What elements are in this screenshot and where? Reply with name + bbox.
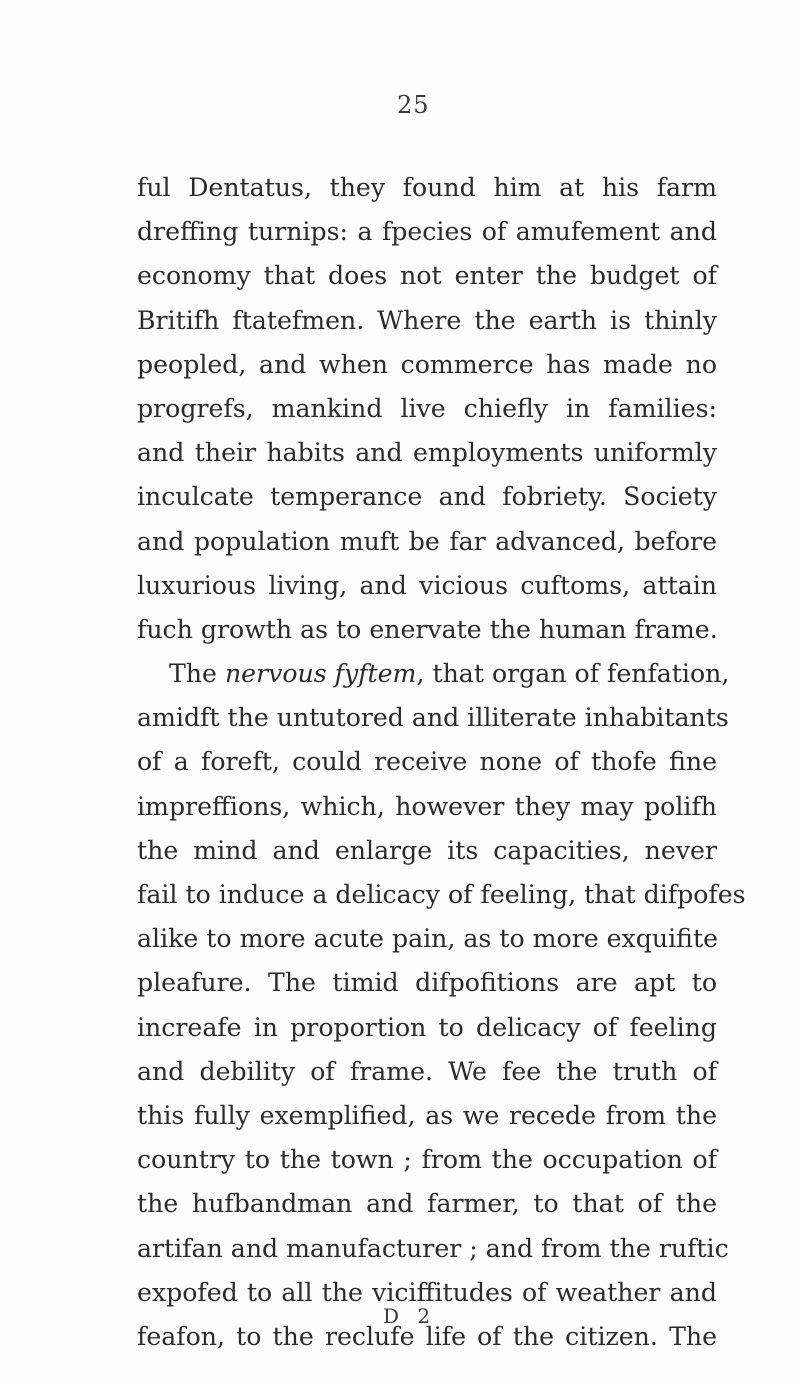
text-line: impreffions, which, however they may polifh [137, 791, 717, 821]
text-line: fuch growth as to enervate the human frame. [137, 614, 718, 644]
text-line: progrefs, mankind live chiefly in families: [137, 393, 717, 423]
text-line: and debility of frame. We fee the truth of [137, 1056, 717, 1086]
text-line: and population muft be far advanced, before [137, 526, 717, 556]
text-line: amidft the untutored and illiterate inhabitants [137, 703, 729, 733]
text-fragment: , that organ of fenfation, [416, 659, 730, 689]
text-line: expofed to all the viciffitudes of weather and [137, 1277, 717, 1307]
text-line: fail to induce a delicacy of feeling, that difpofes [137, 880, 746, 909]
text-line: the hufbandman and farmer, to that of the [137, 1189, 717, 1219]
text-line: this fully exemplified, as we recede from the [137, 1100, 717, 1130]
text-line: ful Dentatus, they found him at his farm [137, 173, 717, 202]
text-line: economy that does not enter the budget of [137, 261, 717, 291]
text-line: artifan and manufacturer ; and from the ruftic [137, 1233, 729, 1263]
text-line: alike to more acute pain, as to more exquifite [137, 924, 718, 954]
text-line: feafon, to the reclufe life of the citizen. The [137, 1321, 717, 1351]
text-line: inculcate temperance and fobriety. Society [137, 482, 717, 512]
italic-term: nervous fyftem [224, 659, 417, 689]
page-number: 25 [397, 91, 430, 119]
text-line: peopled, and when commerce has made no [137, 349, 717, 379]
text-line: pleafure. The timid difpofitions are apt to [137, 968, 717, 998]
text-line: luxurious living, and vicious cuftoms, attain [137, 570, 717, 600]
text-line: Britifh ftatefmen. Where the earth is thinly [137, 305, 717, 335]
text-line: country to the town ; from the occupation of [137, 1145, 717, 1175]
body-text [137, 166, 746, 1359]
text-line: of a foreft, could receive none of thofe fine [137, 747, 717, 777]
text-line: and their habits and employments uniformly [137, 438, 717, 468]
text-fragment: The [169, 659, 225, 689]
text-line: dreffing turnips: a fpecies of amufement and [137, 217, 717, 247]
signature-mark: D 2 [383, 1304, 437, 1328]
text-line: increafe in proportion to delicacy of feeling [137, 1012, 717, 1042]
paragraph-opening-line [137, 652, 730, 696]
text-line: the mind and enlarge its capacities, never [137, 835, 717, 865]
